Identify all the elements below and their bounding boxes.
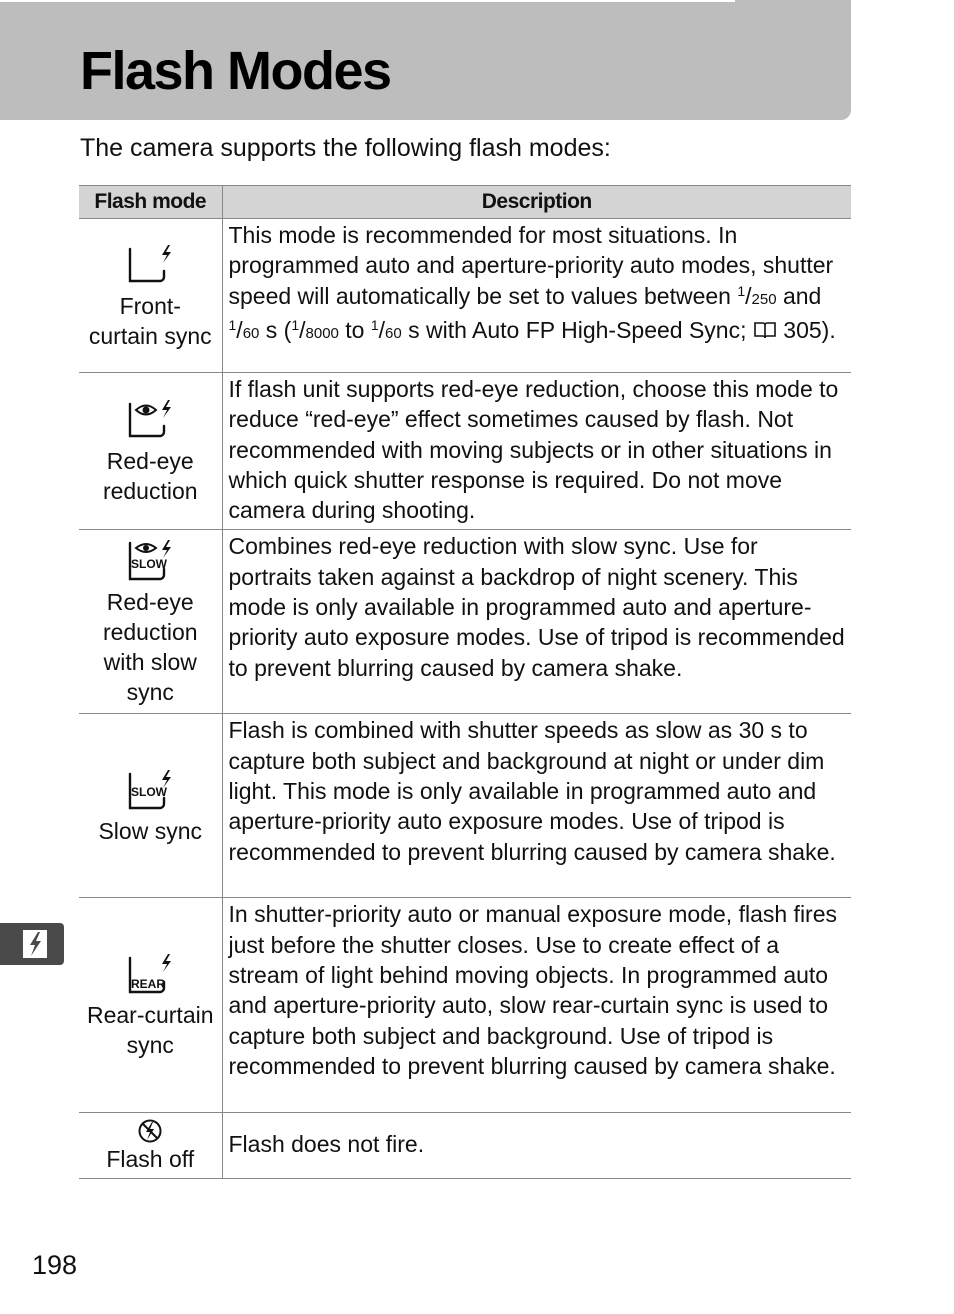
description-text: and	[776, 282, 822, 309]
flash-modes-table	[79, 185, 851, 1179]
mode-cell-red-eye-slow	[79, 530, 222, 714]
mode-cell-front-curtain	[79, 219, 222, 373]
fraction-denominator: 60	[242, 324, 260, 342]
mode-cell-flash-off	[79, 1113, 222, 1179]
title-band-top-line	[0, 0, 735, 2]
fraction-numerator: 1	[370, 316, 379, 333]
table-row	[79, 1113, 851, 1179]
fraction-denominator: 250	[751, 290, 777, 308]
header-description: Description	[222, 186, 851, 219]
mode-cell-red-eye	[79, 373, 222, 530]
mode-label: Flash off	[106, 1145, 195, 1172]
mode-label: Red-eye reduction with slow sync	[102, 588, 198, 705]
table-row	[79, 373, 851, 530]
fraction-numerator: 1	[228, 316, 237, 333]
flash-off-icon	[137, 1118, 163, 1144]
book-reference-icon	[753, 320, 777, 340]
slow-icon-text: SLOW	[131, 784, 168, 799]
description-cell: Flash is combined with shutter speeds as slow as 30 s to capture both subject and background at night or under dim light. This mode is only available in programmed auto and aperture-priority auto exposure modes. Use of tripod is recommended to prevent blurring caused by camera shake.	[222, 714, 851, 898]
rear-icon-text: REAR	[131, 977, 166, 992]
fraction-denominator: 8000	[305, 324, 339, 342]
description-text: s (	[259, 316, 292, 343]
page-number: 198	[32, 1250, 78, 1280]
mode-label: Front-curtain sync	[88, 292, 212, 349]
slow-icon-text: SLOW	[131, 556, 168, 571]
chapter-side-tab	[0, 923, 64, 965]
mode-label: Red-eye reduction	[102, 448, 198, 505]
table-row	[79, 898, 851, 1113]
red-eye-reduction-icon	[122, 396, 178, 444]
red-eye-slow-sync-icon	[122, 537, 178, 585]
description-cell: Combines red-eye reduction with slow sync. Use for portraits taken against a backdrop of night scenery. This mode is only available in programmed auto and aperture-priority auto exposure modes. Use of tripod is recommended to prevent blurring caused by camera shake.	[222, 530, 851, 714]
description-text: 305).	[776, 316, 836, 343]
description-cell: If flash unit supports red-eye reduction, choose this mode to reduce “red-eye” effect sometimes caused by flash. Not recommended with moving subjects or in other situations in which quick shutter response is required. Do not move camera during shooting.	[222, 373, 851, 530]
fraction-denominator: 60	[385, 324, 402, 342]
table-header-row	[79, 186, 851, 219]
intro-text: The camera supports the following flash modes:	[80, 134, 611, 162]
description-cell: In shutter-priority auto or manual exposure mode, flash fires just before the shutter closes. Use to create effect of a stream of light behind moving objects. In programmed auto and aperture-priority auto, slow rear-curtain sync is used to capture both subject and background. Use of tripod is recommended to prevent blurring caused by camera shake.	[222, 898, 851, 1113]
flash-icon	[22, 929, 48, 959]
mode-label: Rear-curtain sync	[86, 1002, 214, 1059]
table-row	[79, 219, 851, 373]
description-text: to	[338, 316, 371, 343]
front-curtain-sync-icon	[122, 241, 178, 289]
page-title: Flash Modes	[80, 41, 391, 101]
description-cell: This mode is recommended for most situations. In programmed auto and aperture-priority auto modes, shutter speed will automatically be set to values between $^1$/250 and $^1$/60 s ($^1$/8000 to $^1$/60 s with Auto FP High-Speed Sync; 305).	[222, 219, 851, 373]
slow-sync-icon	[122, 766, 178, 814]
table-row	[79, 714, 851, 898]
description-text: s with Auto FP High-Speed Sync;	[401, 316, 753, 343]
rear-curtain-sync-icon	[122, 950, 178, 998]
description-text: This mode is recommended for most situations. In programmed auto and aperture-priority auto modes, shutter speed will automatically be set to values between	[228, 222, 834, 309]
fraction-numerator: 1	[291, 316, 300, 333]
mode-cell-slow-sync	[79, 714, 222, 898]
fraction-numerator: 1	[737, 282, 746, 299]
mode-cell-rear-curtain	[79, 898, 222, 1113]
description-cell	[222, 1113, 851, 1179]
header-flash-mode: Flash mode	[79, 186, 222, 219]
table-row	[79, 530, 851, 714]
description-text: Flash does not fire.	[228, 1131, 425, 1158]
mode-label: Slow sync	[98, 817, 203, 844]
